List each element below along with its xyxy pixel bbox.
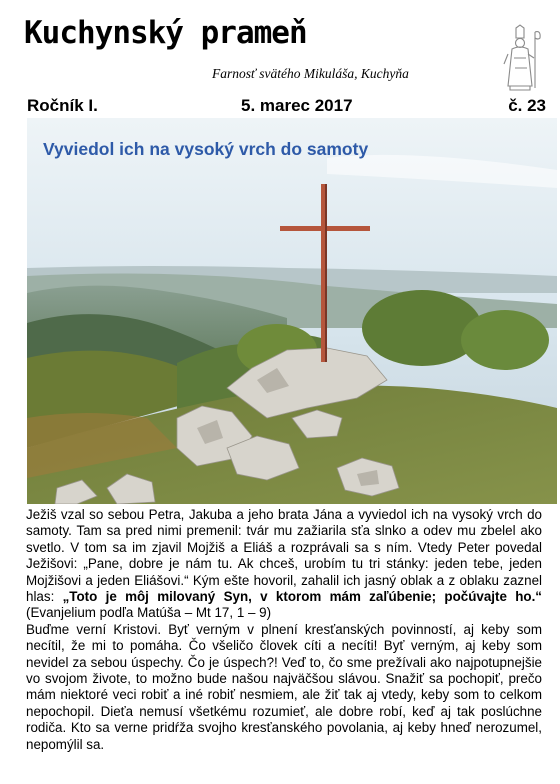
- mountain-cross-photo: [27, 118, 557, 504]
- gospel-text: Ježiš vzal so sebou Petra, Jakuba a jeho brata Jána a vyviedol ich na vysoký vrch do samoty. Tam sa pred nimi premenil: tvár mu zažiarila sťa slnko a odev mu zbelel ako svetlo. V tom sa im zjavil Mojžiš a Eliáš a rozprávali sa s ním. Vtedy Peter povedal Ježišovi: „Pane, dobre je nám tu. Ak chceš, urobím tu tri stánky: jeden tebe, jeden Mojžišovi a jeden Eliášovi.“ Kým ešte hovoril, zahalil ich jasný oblak a z oblaku zaznel hlas:: [26, 507, 542, 605]
- cover-photo: [27, 118, 557, 504]
- issue-number: č. 23: [508, 96, 546, 115]
- article-headline: Vyviedol ich na vysoký vrch do samoty: [43, 139, 369, 159]
- article-paragraph-1: [26, 507, 542, 622]
- article-body: [26, 507, 542, 753]
- gospel-reference: (Evanjelium podľa Matúša – Mt 17, 1 – 9): [26, 605, 272, 621]
- issue-info-row: [27, 96, 546, 116]
- article-paragraph-2: Buďme verní Kristovi. Byť verným v plnení kresťanských povinností, aj keby som necítil, že mi to pomáha. Čo všeličo človek cíti a necíti! Byť verným, aj keby som nevidel za sebou úspechy. Čo je úspech?! Veď to, čo sme prežívali ako najpotupnejšie vo svojom živote, to možno bude našou najväčšou slávou. Snažiť sa pochopiť, prečo mám niektoré veci robiť a iné robiť nesmiem, ale žiť tak aj vtedy, keby som to celkom nepochopil. Dieťa nemusí všetkému rozumieť, ale dobre robí, keď aj tak poslúchne rodiča. Kto sa verne pridŕža svojho kresťanského povolania, aj keby hneď nerozumel, nepomýlil sa.: [26, 621, 542, 752]
- gospel-quote: „Toto je môj milovaný Syn, v ktorom mám zaľúbenie; počúvajte ho.“: [62, 589, 542, 605]
- masthead-title: Kuchynský prameň: [24, 15, 307, 51]
- issue-date: 5. marec 2017: [241, 96, 353, 115]
- volume-label: Ročník I.: [27, 96, 98, 115]
- saint-nicholas-logo: [494, 24, 548, 92]
- parish-subtitle: Farnosť svätého Mikuláša, Kuchyňa: [212, 66, 409, 81]
